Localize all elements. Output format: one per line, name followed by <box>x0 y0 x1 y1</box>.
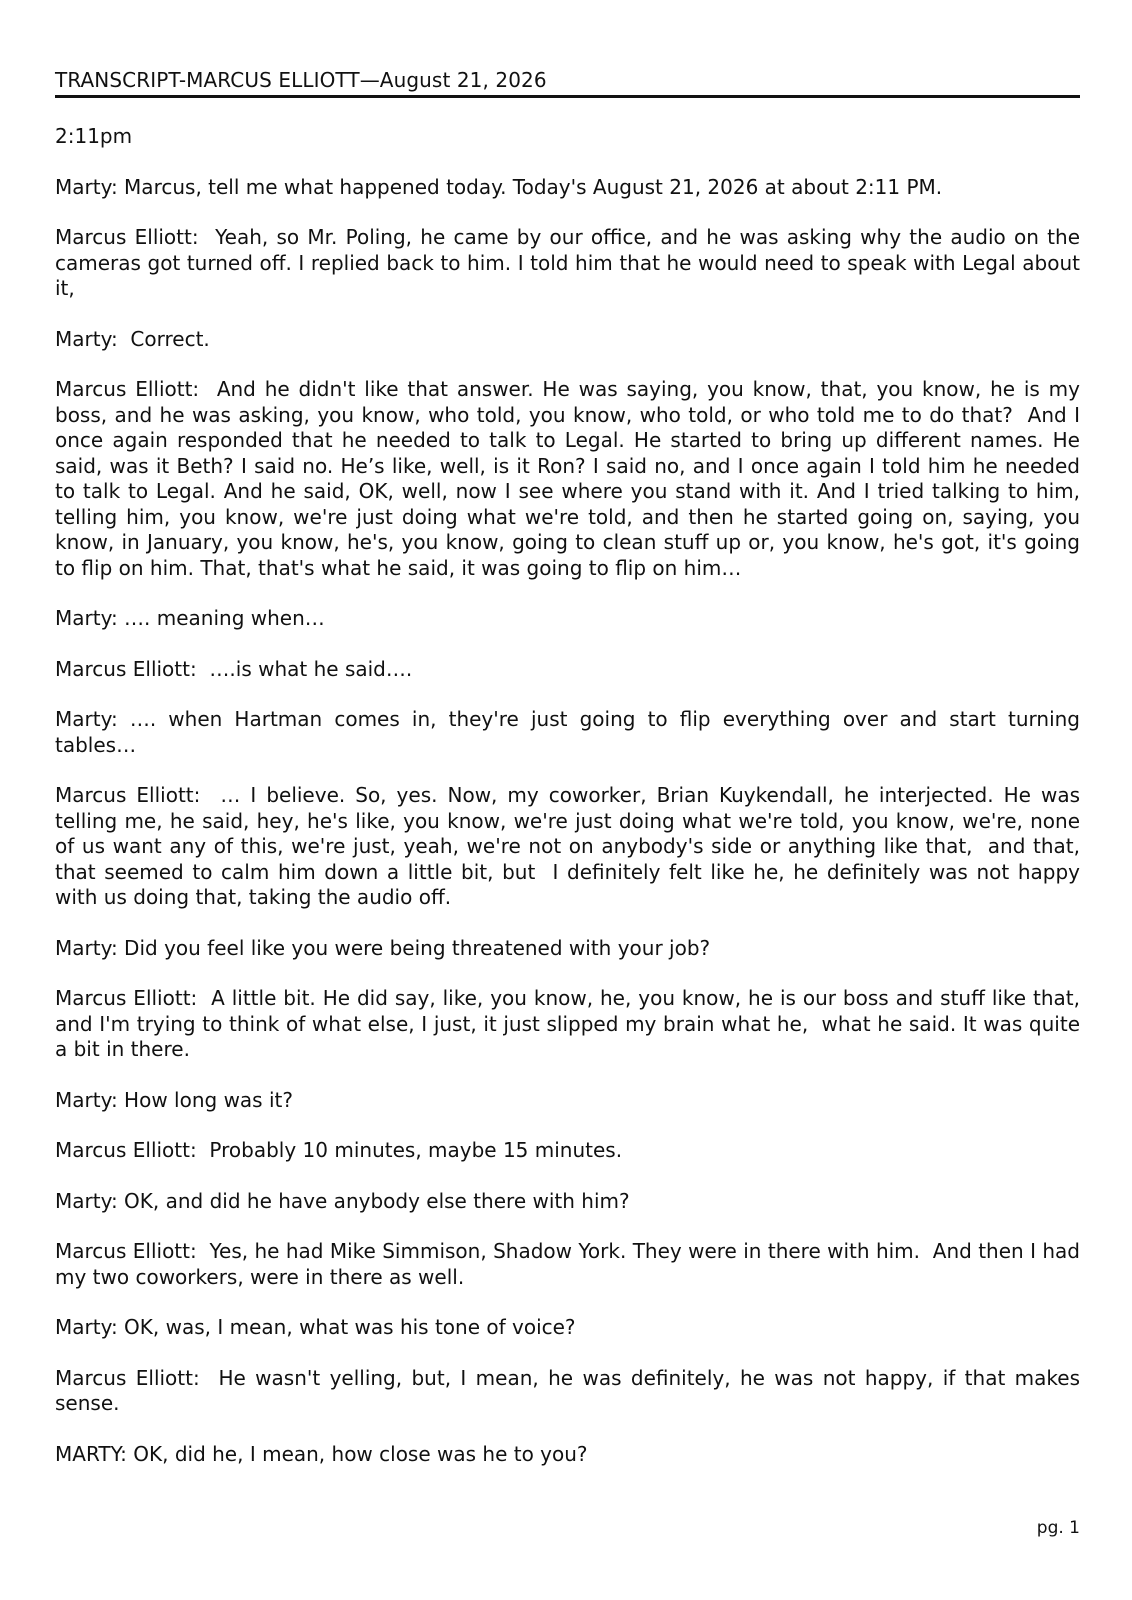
document-page <box>55 0 1087 1600</box>
transcript-paragraph: MARTY: OK, did he, I mean, how close was he to you? <box>55 1441 588 1466</box>
transcript-body <box>55 124 1087 1492</box>
transcript-paragraph: Marcus Elliott: A little bit. He did say, like, you know, he, you know, he is our boss and stuff like that, and I'm trying to think of what else, I just, it just slipped my brain what he, what he said. It was quite a bit in there. <box>55 986 1087 1061</box>
page-number: pg. 1 <box>1036 1518 1080 1538</box>
transcript-paragraph: Marty: OK, and did he have anybody else there with him? <box>55 1188 630 1213</box>
transcript-paragraph: Marty: How long was it? <box>55 1087 293 1112</box>
transcript-paragraph: Marty: OK, was, I mean, what was his tone of voice? <box>55 1315 576 1339</box>
transcript-paragraph: Marcus Elliott: Yes, he had Mike Simmison, Shadow York. They were in there with him. And then I had my two coworkers, were in there as well. <box>55 1239 1087 1289</box>
document-header: TRANSCRIPT-MARCUS ELLIOTT—August 21, 2026 <box>55 68 547 92</box>
transcript-paragraph: Marty: …. when Hartman comes in, they're just going to flip everything over and start turning tables… <box>55 707 1087 757</box>
transcript-timestamp: 2:11pm <box>55 124 133 148</box>
transcript-paragraph: Marcus Elliott: ….is what he said…. <box>55 656 413 681</box>
transcript-paragraph: Marcus Elliott: Yeah, so Mr. Poling, he came by our office, and he was asking why the audio on the cameras got turned off. I replied back to him. I told him that he would need to speak with Legal about it, <box>55 225 1087 300</box>
header-rule <box>55 95 1080 98</box>
transcript-paragraph: Marty: Correct. <box>55 326 210 351</box>
transcript-paragraph: Marty: …. meaning when… <box>55 606 325 630</box>
transcript-paragraph: Marcus Elliott: And he didn't like that answer. He was saying, you know, that, you know, he is my boss, and he was asking, you know, who told, you know, who told, or who told me to do that? And I once again responded that he needed to talk to Legal. He started to bring up different names. He said, was it Beth? I said no. He’s like, well, is it Ron? I said no, and I once again I told him he needed to talk to Legal. And he said, OK, well, now I see where you stand with it. And I tried talking to him, telling him, you know, we're just doing what we're told, and then he started going on, saying, you know, in January, you know, he's, you know, going to clean stuff up or, you know, he's got, it's going to flip on him. That, that's what he said, it was going to flip on him… <box>55 377 1087 580</box>
transcript-paragraph: Marty: Did you feel like you were being threatened with your job? <box>55 935 711 960</box>
transcript-paragraph: Marcus Elliott: He wasn't yelling, but, I mean, he was definitely, he was not happy, if that makes sense. <box>55 1365 1087 1415</box>
transcript-paragraph: Marcus Elliott: … I believe. So, yes. Now, my coworker, Brian Kuykendall, he interjected. He was telling me, he said, hey, he's like, you know, we're just doing what we're told, you know, we're, none of us want any of this, we're just, yeah, we're not on anybody's side or anything like that, and that, that seemed to calm him down a little bit, but I definitely felt like he, he definitely was not happy with us doing that, taking the audio off. <box>55 783 1087 909</box>
transcript-paragraph: Marcus Elliott: Probably 10 minutes, maybe 15 minutes. <box>55 1138 623 1162</box>
transcript-paragraph: Marty: Marcus, tell me what happened today. Today's August 21, 2026 at about 2:11 PM. <box>55 174 943 199</box>
